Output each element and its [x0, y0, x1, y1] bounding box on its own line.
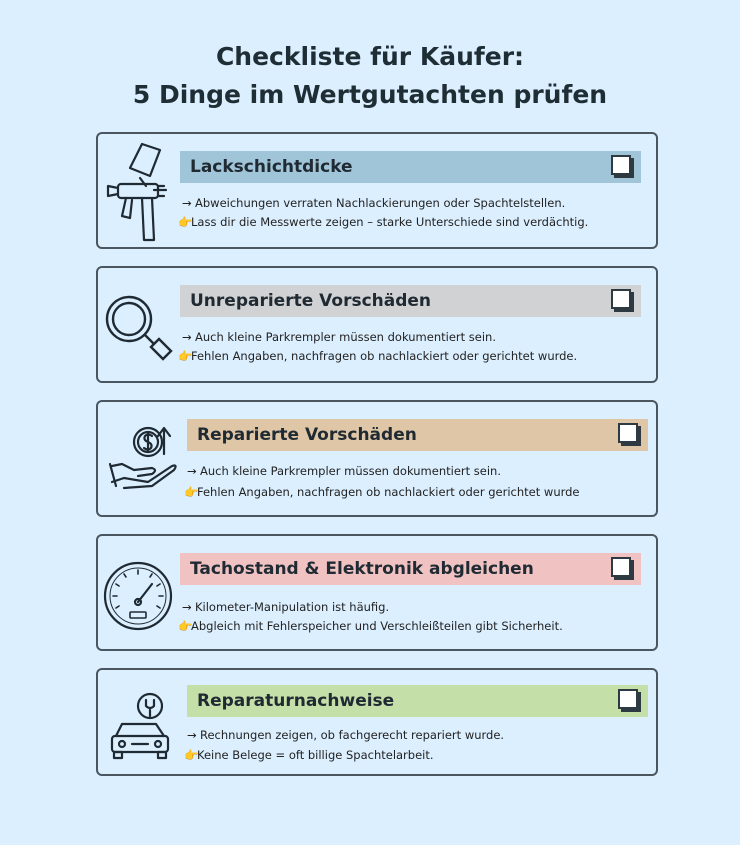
point-text: Auch kleine Parkrempler müssen dokumentiert sein.: [200, 464, 501, 478]
point-text: Auch kleine Parkrempler müssen dokumentiert sein.: [195, 330, 496, 344]
tip-line: [184, 747, 434, 763]
point-line: [182, 195, 565, 211]
speedometer-icon: [102, 560, 174, 632]
heading-label: Tachostand & Elektronik abgleichen: [190, 559, 534, 579]
point-text: Abweichungen verraten Nachlackierungen oder Spachtelstellen.: [195, 196, 566, 210]
pointing-hand-icon: 👉: [178, 349, 193, 363]
point-line: [187, 727, 504, 743]
checklist-card-unreparierte-vorschaeden: [96, 266, 658, 383]
point-text: Kilometer-Manipulation ist häufig.: [195, 600, 390, 614]
tip-text: Lass dir die Messwerte zeigen – starke Unterschiede sind verdächtig.: [191, 215, 589, 229]
header-reparierte-vorschaeden: [187, 419, 648, 451]
heading-label: Reparaturnachweise: [197, 691, 395, 711]
tip-text: Fehlen Angaben, nachfragen ob nachlackiert oder gerichtet wurde.: [191, 349, 578, 363]
arrow-icon: →: [182, 196, 192, 210]
tip-text: Fehlen Angaben, nachfragen ob nachlackiert oder gerichtet wurde: [197, 485, 580, 499]
car-repair-icon: [108, 692, 172, 764]
header-tachostand: [180, 553, 641, 585]
checkbox-tachostand[interactable]: [611, 557, 631, 577]
hand-money-icon: [108, 420, 180, 490]
pointing-hand-icon: 👉: [178, 215, 193, 229]
checkbox-unreparierte-vorschaeden[interactable]: [611, 289, 631, 309]
checkbox-reparierte-vorschaeden[interactable]: [618, 423, 638, 443]
pointing-hand-icon: 👉: [184, 748, 199, 762]
heading-label: Reparierte Vorschäden: [197, 425, 417, 445]
magnifier-icon: [103, 293, 175, 365]
tip-line: [178, 618, 563, 634]
heading-label: Lackschichtdicke: [190, 157, 353, 177]
tip-text: Abgleich mit Fehlerspeicher und Verschleißteilen gibt Sicherheit.: [191, 619, 563, 633]
arrow-icon: →: [187, 464, 197, 478]
header-reparaturnachweise: [187, 685, 648, 717]
checkbox-reparaturnachweise[interactable]: [618, 689, 638, 709]
arrow-icon: →: [182, 600, 192, 614]
pointing-hand-icon: 👉: [184, 485, 199, 499]
heading-label: Unreparierte Vorschäden: [190, 291, 432, 311]
checklist-card-reparaturnachweise: [96, 668, 658, 776]
arrow-icon: →: [182, 330, 192, 344]
checklist-card-tachostand: [96, 534, 658, 651]
tip-line: [178, 348, 577, 364]
pointing-hand-icon: 👉: [178, 619, 193, 633]
page-title-line-1: Checkliste für Käufer:: [215, 42, 525, 71]
checkbox-lackschichtdicke[interactable]: [611, 155, 631, 175]
arrow-icon: →: [187, 728, 197, 742]
point-line: [182, 329, 496, 345]
point-line: [187, 463, 501, 479]
spray-gun-icon: [104, 140, 174, 244]
tip-line: [178, 214, 588, 230]
tip-text: Keine Belege = oft billige Spachtelarbeit.: [197, 748, 434, 762]
checklist-card-lackschichtdicke: [96, 132, 658, 249]
page-title-line-2: 5 Dinge im Wertgutachten prüfen: [132, 80, 608, 109]
point-text: Rechnungen zeigen, ob fachgerecht repariert wurde.: [200, 728, 505, 742]
checklist-card-reparierte-vorschaeden: [96, 400, 658, 517]
header-lackschichtdicke: [180, 151, 641, 183]
point-line: [182, 599, 389, 615]
tip-line: [184, 484, 580, 500]
header-unreparierte-vorschaeden: [180, 285, 641, 317]
